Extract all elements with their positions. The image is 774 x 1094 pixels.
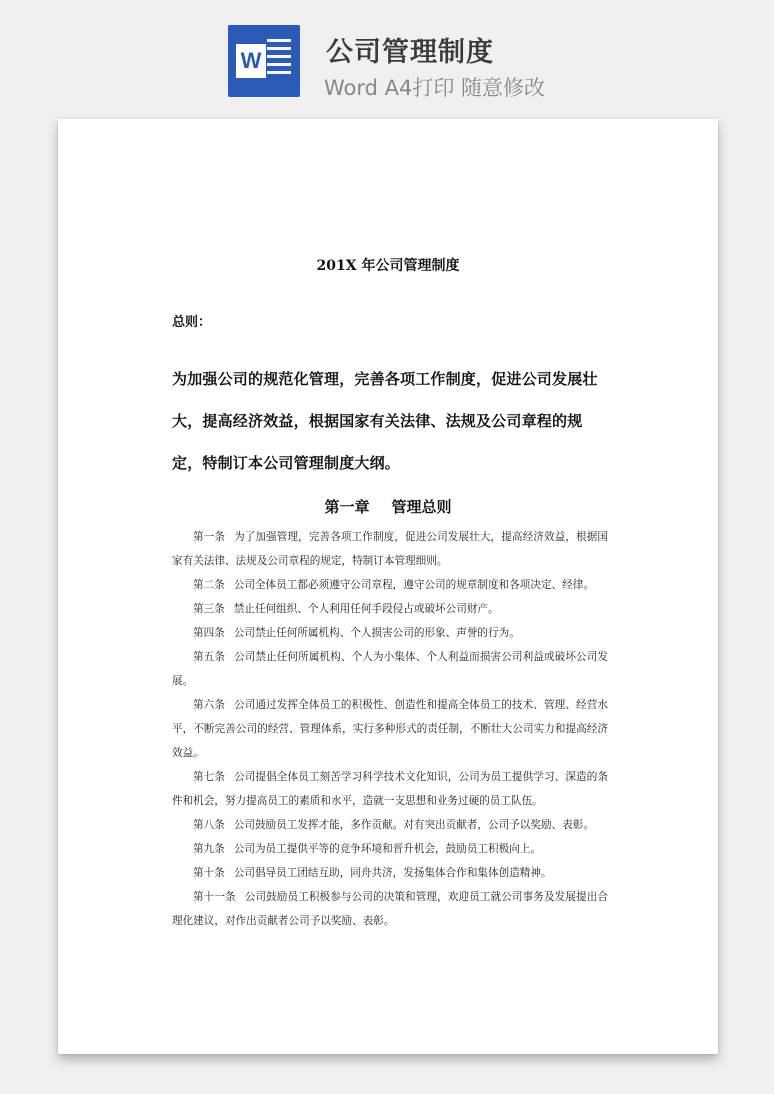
article: [172, 765, 608, 813]
text-lines-graphic: [267, 39, 291, 83]
intro-paragraph: 为加强公司的规范化管理，完善各项工作制度，促进公司发展壮大，提高经济效益，根据国家有关法律、法规及公司章程的规定，特制订本公司管理制度大纲。: [172, 370, 598, 472]
banner-subtitle: Word A4打印 随意修改: [324, 76, 546, 100]
article-text: 公司全体员工都必须遵守公司章程，遵守公司的规章制度和各项决定、经律。: [233, 579, 594, 591]
article-text: 公司禁止任何所属机构、个人损害公司的形象、声誉的行为。: [233, 627, 520, 639]
article-text: 公司为员工提供平等的竞争环境和晋升机会，鼓励员工积极向上。: [233, 843, 541, 855]
chapter-name: 管理总则: [391, 498, 452, 516]
article-number: 第九条: [193, 843, 225, 855]
article: [172, 573, 608, 597]
chapter-heading: [58, 496, 718, 517]
document-title: 201X 年公司管理制度: [316, 258, 460, 274]
article-number: 第四条: [193, 627, 225, 639]
article-number: 第十条: [193, 867, 225, 879]
article-number: 第二条: [193, 579, 225, 591]
article-text: 公司通过发挥全体员工的积极性、创造性和提高全体员工的技术、管理、经营水平，不断完善公司的经营、管理体系，实行多种形式的责任制，不断壮大公司实力和提高经济效益。: [172, 699, 608, 759]
article: [172, 861, 608, 885]
article: [172, 525, 608, 573]
article-number: 第十一条: [193, 891, 236, 903]
article-text: 禁止任何组织、个人利用任何手段侵占或破坏公司财产。: [233, 603, 499, 615]
article-number: 第七条: [193, 771, 226, 783]
article-number: 第八条: [193, 819, 225, 831]
article-text: 公司禁止任何所属机构、个人为小集体、个人利益而损害公司利益或破坏公司发展。: [172, 651, 608, 687]
article-number: 第一条: [193, 531, 226, 543]
article: [172, 837, 608, 861]
word-document-icon: [228, 25, 300, 97]
article: [172, 885, 608, 933]
article: [172, 645, 608, 693]
article: [172, 813, 608, 837]
article-number: 第三条: [193, 603, 225, 615]
article-number: 第五条: [193, 651, 226, 663]
header-banner: [0, 0, 774, 118]
article-text: 为了加强管理，完善各项工作制度，促进公司发展壮大，提高经济效益，根据国家有关法律、法规及公司章程的规定，特制订本管理细则。: [172, 531, 608, 567]
article-text: 公司鼓励员工积极参与公司的决策和管理，欢迎员工就公司事务及发展提出合理化建议，对作出贡献者公司予以奖励、表彰。: [172, 891, 609, 927]
article: [172, 621, 608, 645]
chapter-number: 第一章: [324, 498, 370, 516]
article: [172, 597, 608, 621]
article: [172, 693, 608, 765]
article-list: [172, 525, 608, 933]
general-provisions-label: 总则：: [172, 315, 212, 330]
word-icon-letter: W: [236, 44, 266, 78]
document-page: [58, 119, 718, 1054]
article-number: 第六条: [193, 699, 226, 711]
article-text: 公司鼓励员工发挥才能，多作贡献。对有突出贡献者，公司予以奖励、表彰。: [233, 819, 594, 831]
banner-title: 公司管理制度: [326, 37, 494, 68]
article-text: 公司倡导员工团结互助，同舟共济，发扬集体合作和集体创造精神。: [233, 867, 552, 879]
article-text: 公司提倡全体员工刻苦学习科学技术文化知识，公司为员工提供学习、深造的条件和机会，努力提高员工的素质和水平，造就一支思想和业务过硬的员工队伍。: [172, 771, 608, 807]
